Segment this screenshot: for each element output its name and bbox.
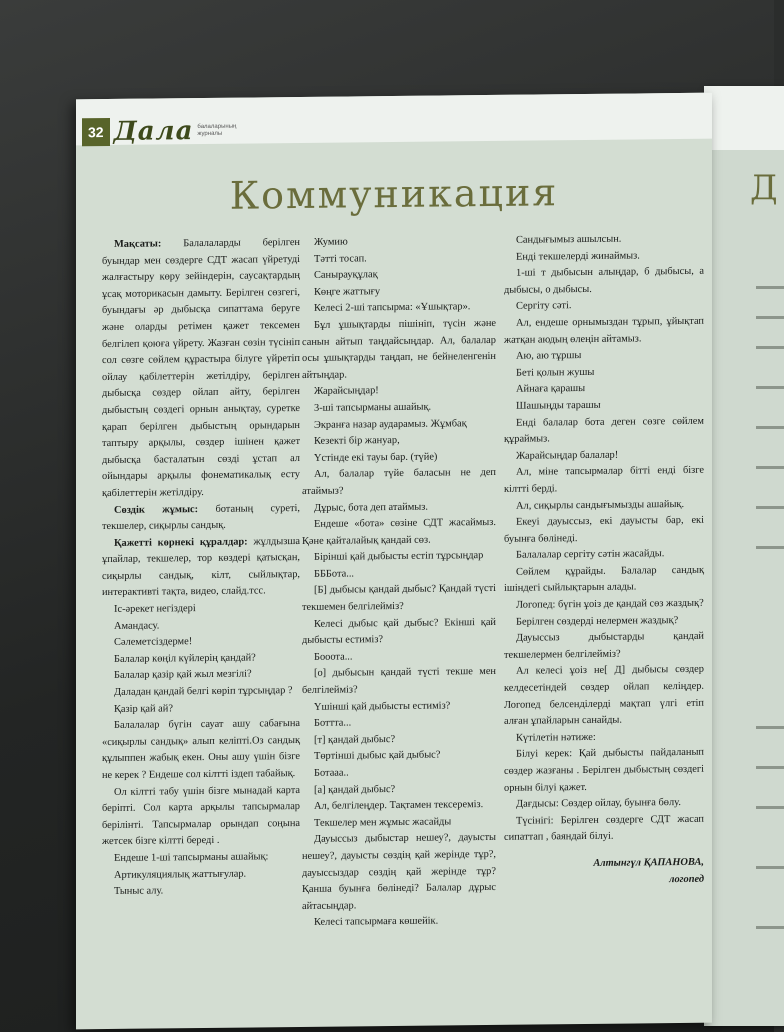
paragraph-text: [Б] дыбысы қандай дыбыс? Қандай түсті текшемен белгілейміз? bbox=[302, 583, 496, 614]
paragraph-text: Үшінші қай дыбысты естиміз? bbox=[314, 700, 451, 713]
paragraph bbox=[102, 666, 300, 685]
paragraph-text: Балалар қазір қай жыл мезгілі? bbox=[114, 668, 252, 682]
paragraph-text: Ал, балалар түйе баласын не деп атаймыз? bbox=[302, 467, 496, 497]
paragraph bbox=[102, 633, 300, 652]
paragraph bbox=[302, 266, 496, 285]
right-page bbox=[704, 86, 784, 1026]
paragraph-text: Үстінде екі тауы бар. (түйе) bbox=[314, 451, 438, 464]
paragraph-text: Балалалар бүгін сауат ашу сабағына «сиқырлы сандық» алып келіпті.Оз сандық құлыппен жабық екен. Оны ашу үшін бізге не керек ? Ендеше сол кілтті іздеп табайық. bbox=[102, 718, 300, 782]
paragraph bbox=[102, 849, 300, 868]
paragraph-text: Кезекті бір жануар, bbox=[314, 435, 400, 447]
paragraph bbox=[504, 563, 704, 598]
paragraph-text: Екеуі дауыссыз, екі дауысты бар, екі буынға бөлінеді. bbox=[504, 514, 704, 545]
paragraph bbox=[302, 283, 496, 302]
paragraph-text: Күтілетін нәтиже: bbox=[516, 731, 596, 744]
paragraph bbox=[302, 830, 496, 915]
logo-subtitle: балаларының журналы bbox=[197, 123, 237, 138]
paragraph-text: Қазір қай ай? bbox=[114, 702, 173, 715]
paragraph bbox=[504, 629, 704, 664]
paragraph-text: [т] қандай дыбыс? bbox=[314, 733, 396, 746]
paragraph bbox=[504, 612, 704, 631]
paragraph bbox=[302, 731, 496, 750]
paragraph bbox=[302, 814, 496, 833]
paragraph bbox=[302, 781, 496, 800]
paragraph-text: Төртінші дыбыс қай дыбыс? bbox=[314, 749, 441, 763]
paragraph-text: Білуі керек: Қай дыбысты пайдаланып сөздер жазғаны . Берілген дыбыстың сөздегі орнын білуі қажет. bbox=[504, 747, 704, 794]
paragraph-text: БББота... bbox=[314, 568, 355, 580]
paragraph-text: Ендеше «бота» сөзіне СДТ жасаймыз. Қәне қайталайық қандай сөз. bbox=[302, 517, 496, 547]
paragraph bbox=[504, 364, 704, 383]
paragraph bbox=[302, 565, 496, 584]
paragraph bbox=[102, 617, 300, 636]
paragraph-text: Енді балалар бота деген сөзге сөйлем құраймыз. bbox=[504, 415, 704, 445]
paragraph-text: Сергіту сәті. bbox=[516, 300, 572, 313]
paragraph bbox=[504, 463, 704, 498]
paragraph-text: Экранға назар аударамыз. Жұмбақ bbox=[314, 417, 467, 431]
page-header bbox=[82, 116, 237, 148]
paragraph-text: Балалаларды берілген буындар мен сөздерге СДТ жасап үйретуді жалғастыру көру зейіндерін, саусақтардың ұсақ моторикасын дамыту. Берілген сөзгегі, буындағы әр дыбысқа сипаттама беруге және оларды ретімен қажет тексемен белгілеп қоюға үйрету. Жазған сөзін түсініп сол сөзге сөйлем құрастыра білуге үйретіп ойлау қабілеттерін жетілдіру, берілген дыбысқа сөздер ойлап айту, берілген дыбыстың сөздегі орнын анықтау, суретке қарап берілген дыбыстың орындарын таптыру арқылы, сөздер ішінен қажет дыбысқа басталатын сөзді ұстап ал ойындары арқылы фонематикалық есту қабілеттерін жетілдіру. bbox=[102, 236, 300, 499]
paragraph bbox=[504, 231, 704, 250]
paragraph bbox=[504, 397, 704, 416]
paragraph bbox=[302, 432, 496, 451]
paragraph-label: Қажетті көрнекі құралдар: bbox=[114, 536, 248, 549]
paragraph bbox=[504, 413, 704, 448]
paragraph-text: Дағдысы: Сөздер ойлау, буынға бөлу. bbox=[516, 797, 681, 810]
paragraph bbox=[102, 650, 300, 669]
paragraph-text: Бірінші қай дыбысты естіп тұрсыңдар bbox=[314, 550, 484, 564]
paragraph bbox=[302, 449, 496, 468]
text-column-3 bbox=[504, 231, 704, 890]
paragraph-text: Балалар көңіл күйлерің қандай? bbox=[114, 652, 256, 665]
paragraph bbox=[504, 496, 704, 515]
paragraph-text: Ал, сиқырлы сандығымызды ашайық. bbox=[516, 498, 685, 512]
paragraph bbox=[302, 913, 496, 932]
author-role: логопед bbox=[669, 873, 704, 885]
paragraph bbox=[504, 795, 704, 814]
paragraph bbox=[504, 314, 704, 349]
paragraph-text: Берілген сөздерді нелермен жаздық? bbox=[516, 614, 679, 628]
paragraph-text: Ал, міне тапсырмалар бітті енді бізге кілтті берді. bbox=[504, 465, 704, 495]
paragraph bbox=[302, 747, 496, 766]
magazine-logo: Дала bbox=[113, 116, 194, 147]
paragraph-text: Тыныс алу. bbox=[114, 885, 164, 898]
text-column-1 bbox=[102, 235, 300, 901]
paragraph-text: Балалалар сергіту сәтін жасайды. bbox=[516, 548, 665, 562]
paragraph bbox=[102, 534, 300, 602]
paragraph bbox=[102, 700, 300, 719]
paragraph-text: Дауыссыз дыбыстарды қандай текшелермен белгілейміз? bbox=[504, 631, 704, 661]
paragraph bbox=[504, 347, 704, 366]
paragraph-text: Текшелер мен жұмыс жасайды bbox=[314, 816, 452, 829]
paragraph bbox=[302, 548, 496, 567]
paragraph-text: [о] дыбысын қандай түсті текше мен белгілейміз? bbox=[302, 666, 496, 696]
paragraph bbox=[504, 380, 704, 399]
paragraph bbox=[302, 498, 496, 517]
paragraph bbox=[302, 664, 496, 699]
paragraph-text: Айнаға қарашы bbox=[516, 383, 586, 396]
paragraph bbox=[102, 600, 300, 619]
magazine-page bbox=[76, 93, 712, 1030]
paragraph bbox=[102, 683, 300, 702]
paragraph-text: Іс-әрекет негіздері bbox=[114, 603, 196, 615]
paragraph bbox=[504, 297, 704, 316]
paragraph-text: Сәлеметсіздерме! bbox=[114, 636, 193, 649]
page-number: 32 bbox=[82, 118, 110, 146]
paragraph-text: Ал, ендеше орнымыздан тұрып, ұйықтап жатқан аюдың өлеңін айтамыз. bbox=[504, 315, 704, 346]
paragraph bbox=[302, 648, 496, 667]
paragraph-text: Ол кілтті табу үшін бізге мынадай карта беріпті. Сол карта арқылы тапсырмалар берілінті. Тапсырмалар орындап соңына жетсек бізге кілтті береді . bbox=[102, 784, 300, 848]
paragraph-text: Келесі тапсырмаға көшейік. bbox=[314, 915, 439, 929]
paragraph bbox=[504, 513, 704, 548]
paragraph-text: Бұл ұшықтарды пішініп, түсін және санын айтып таңдайсыңдар. Ал, балалар осы ұшықтарды таңдап, не бейнеленгенін айтыңдар. bbox=[302, 317, 496, 381]
paragraph-text: [а] қандай дыбыс? bbox=[314, 783, 396, 796]
paragraph bbox=[504, 662, 704, 730]
paragraph-text: Ендеше 1-ші тапсырманы ашайық: bbox=[114, 851, 269, 864]
paragraph bbox=[504, 812, 704, 847]
paragraph-text: Енді текшелерді жинаймыз. bbox=[516, 250, 640, 263]
paragraph-text: Санырауқұлақ bbox=[314, 269, 378, 282]
paragraph bbox=[504, 596, 704, 615]
paragraph bbox=[302, 299, 496, 318]
paragraph-text: Тәтті тосап. bbox=[314, 252, 367, 265]
paragraph-text: жұлдызша ұпайлар, текшелер, тор көздері қатысқан, сиқырлы сандық, кілт, сыйлықтар, интерактивті тақта, видео, слайд.тсс. bbox=[102, 535, 300, 599]
paragraph-text: Ал келесі ұоіз не[ Д] дыбысы сөздер келдесетіндей сөздер ойлап келіңдер. Логопед белсенділерді мақтап үлгі етіп алған ұпайларын санайды. bbox=[504, 664, 704, 728]
paragraph bbox=[504, 264, 704, 299]
paragraph-text: Түсінігі: Берілген сөздерге СДТ жасап сипаттап , баяндай білуі. bbox=[504, 813, 704, 844]
paragraph bbox=[302, 382, 496, 401]
paragraph bbox=[302, 714, 496, 733]
paragraph-text: 3-ші тапсырманы ашайық. bbox=[314, 401, 432, 414]
author-name: Алтынгүл ҚАПАНОВА, bbox=[593, 856, 704, 869]
paragraph-text: Дұрыс, бота деп атаймыз. bbox=[314, 501, 428, 514]
paragraph bbox=[302, 465, 496, 500]
paragraph-text: Артикуляциялық жаттығулар. bbox=[114, 868, 247, 881]
paragraph-text: Даладан қандай белгі көріп тұрсыңдар ? bbox=[114, 685, 293, 698]
paragraph bbox=[302, 515, 496, 550]
paragraph-text: Боттта... bbox=[314, 717, 352, 730]
paragraph bbox=[302, 250, 496, 269]
paragraph-text: Аю, аю тұршы bbox=[516, 350, 582, 362]
paragraph bbox=[302, 581, 496, 616]
paragraph-text: Логопед: бүгін ұоіз де қандай сөз жаздық? bbox=[516, 597, 704, 611]
paragraph-text: Ботааа.. bbox=[314, 767, 349, 779]
text-column-2 bbox=[302, 233, 496, 932]
paragraph bbox=[102, 866, 300, 885]
paragraph bbox=[302, 415, 496, 434]
paragraph-text: Беті қолын жушы bbox=[516, 366, 595, 379]
paragraph bbox=[102, 235, 300, 503]
paragraph bbox=[302, 316, 496, 384]
right-page-title: Д bbox=[750, 168, 778, 208]
paragraph bbox=[504, 729, 704, 748]
paragraph bbox=[302, 764, 496, 783]
paragraph bbox=[302, 797, 496, 816]
paragraph bbox=[302, 615, 496, 650]
paragraph-text: 1-ші т дыбысын алыңдар, б дыбысы, а дыбысы, о дыбысы. bbox=[504, 265, 704, 296]
paragraph-text: Жарайсыңдар! bbox=[314, 385, 379, 398]
paragraph-text: Сандығымыз ашылсын. bbox=[516, 233, 622, 246]
paragraph bbox=[302, 698, 496, 717]
paragraph-text: Ал, белгілеңдер. Тақтамен тексереміз. bbox=[314, 799, 484, 813]
paragraph bbox=[102, 783, 300, 851]
paragraph-text: Келесі дыбыс қай дыбыс? Екінші қай дыбысты естиміз? bbox=[302, 616, 496, 647]
paragraph-text: Дауыссыз дыбыстар нешеу?, дауысты нешеу?, дауысты сөздің қай жерінде тұр?, дауыссыздар сөздің қай жерінде тұр? Қанша буынға бөлінеді? Балалар дұрыс айтасыңдар. bbox=[302, 832, 496, 912]
paragraph bbox=[102, 716, 300, 784]
paragraph-text: Бооота... bbox=[314, 651, 353, 663]
paragraph-text: Келесі 2-ші тапсырма: «Ұшықтар». bbox=[314, 301, 471, 315]
paragraph bbox=[504, 745, 704, 797]
paragraph bbox=[102, 500, 300, 535]
paragraph-text: ботаның суреті, текшелер, сиқырлы сандық. bbox=[102, 502, 300, 533]
paragraph bbox=[504, 247, 704, 266]
article-title: Коммуникация bbox=[229, 170, 559, 218]
paragraph-label: Мақсаты: bbox=[114, 238, 162, 250]
paragraph-text: Шашыңды тарашы bbox=[516, 399, 601, 412]
paragraph bbox=[102, 882, 300, 901]
paragraph-text: Сөйлем құрайды. Балалар сандық ішіндегі сыйлықтарын алады. bbox=[504, 564, 704, 595]
paragraph-text: Жарайсыңдар балалар! bbox=[516, 449, 619, 462]
paragraph bbox=[504, 546, 704, 565]
paragraph-text: Жумию bbox=[314, 236, 348, 248]
paragraph bbox=[302, 399, 496, 418]
paragraph-text: Көңге жаттығу bbox=[314, 285, 381, 298]
paragraph-text: Амандасу. bbox=[114, 620, 160, 632]
paragraph bbox=[302, 233, 496, 252]
paragraph bbox=[504, 446, 704, 465]
paragraph-label: Сөздік жұмыс: bbox=[114, 503, 199, 516]
